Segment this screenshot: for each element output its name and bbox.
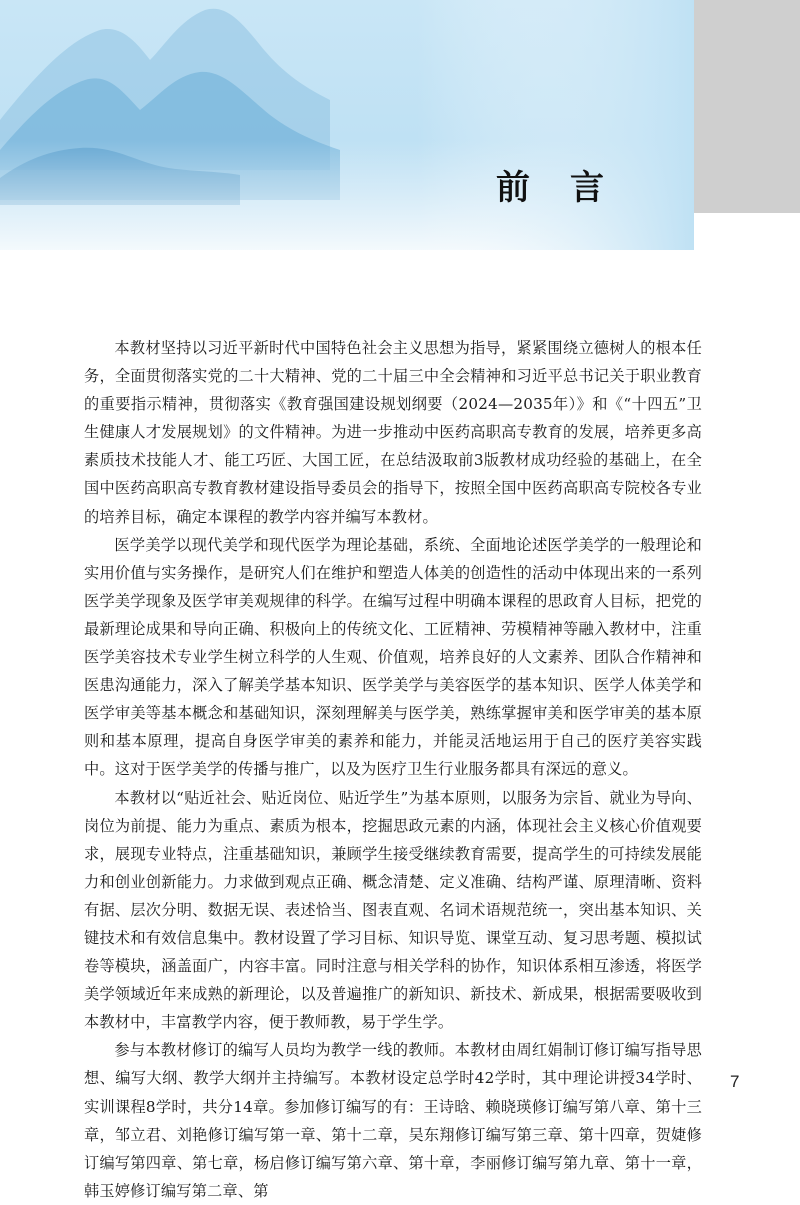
paragraph: 本教材坚持以习近平新时代中国特色社会主义思想为指导，紧紧围绕立德树人的根本任务，全面贯彻落实党的二十大精神、党的二十届三中全会精神和习近平总书记关于职业教育的重要指示精神，贯彻落实《教育强国建设规划纲要（2024—2035年）》和《“十四五”卫生健康人才发展规划》的文件精神。为进一步推动中医药高职高专教育的发展，培养更多高素质技术技能人才、能工巧匠、大国工匠，在总结汲取前3版教材成功经验的基础上，在全国中医药高职高专教育教材建设指导委员会的指导下，按照全国中医药高职高专院校各专业的培养目标，确定本课程的教学内容并编写本教材。: [84, 339, 702, 526]
paragraph: 医学美学以现代美学和现代医学为理论基础，系统、全面地论述医学美学的一般理论和实用价值与实务操作，是研究人们在维护和塑造人体美的创造性的活动中体现出来的一系列医学美学现象及医学审美观规律的科学。在编写过程中明确本课程的思政育人目标，把党的最新理论成果和导向正确、积极向上的传统文化、工匠精神、劳模精神等融入教材中，注重医学美容技术专业学生树立科学的人生观、价值观，培养良好的人文素养、团队合作精神和医患沟通能力，深入了解美学基本知识、医学美学与美容医学的基本知识、医学人体美学和医学审美等基本概念和基础知识，深刻理解美与医学美，熟练掌握审美和医学审美的基本原则和基本原理，提高自身医学审美的素养和能力，并能灵活地运用于自己的医疗美容实践中。这对于医学美学的传播与推广，以及为医疗卫生行业服务都具有深远的意义。: [84, 535, 702, 779]
paragraph: 参与本教材修订的编写人员均为教学一线的教师。本教材由周红娟制订修订编写指导思想、编写大纲、教学大纲并主持编写。本教材设定总学时42学时，其中理论讲授34学时、实训课程8学时，共分14章。参加修订编写的有：王诗晗、赖晓瑛修订编写第八章、第十三章，邹立君、刘艳修订编写第一章、第十二章，吴东翔修订编写第三章、第十四章，贺婕修订编写第四章、第七章，杨启修订编写第六章、第十章，李丽修订编写第九章、第十一章，韩玉婷修订编写第二章、第: [84, 1041, 702, 1200]
body-text: [84, 334, 702, 1205]
misty-mountains-illustration: [0, 0, 694, 250]
page-number: 7: [730, 1072, 740, 1091]
paragraph: 本教材以“贴近社会、贴近岗位、贴近学生”为基本原则，以服务为宗旨、就业为导向、岗位为前提、能力为重点、素质为根本，挖掘思政元素的内涵，体现社会主义核心价值观要求，展现专业特点，注重基础知识，兼顾学生接受继续教育需要，提高学生的可持续发展能力和创业创新能力。力求做到观点正确、概念清楚、定义准确、结构严谨、原理清晰、资料有据、层次分明、数据无误、表述恰当、图表直观、名词术语规范统一，突出基本知识、关键技术和有效信息集中。教材设置了学习目标、知识导览、课堂互动、复习思考题、模拟试卷等模块，涵盖面广，内容丰富。同时注意与相关学科的协作，知识体系相互渗透，将医学美学领域近年来成熟的新理论，以及普遍推广的新知识、新技术、新成果，根据需要吸收到本教材中，丰富教学内容，便于教师教，易于学生学。: [84, 788, 702, 1032]
gray-side-tab: [694, 0, 800, 213]
header-banner: [0, 0, 694, 250]
page-title: 前言: [496, 168, 644, 208]
